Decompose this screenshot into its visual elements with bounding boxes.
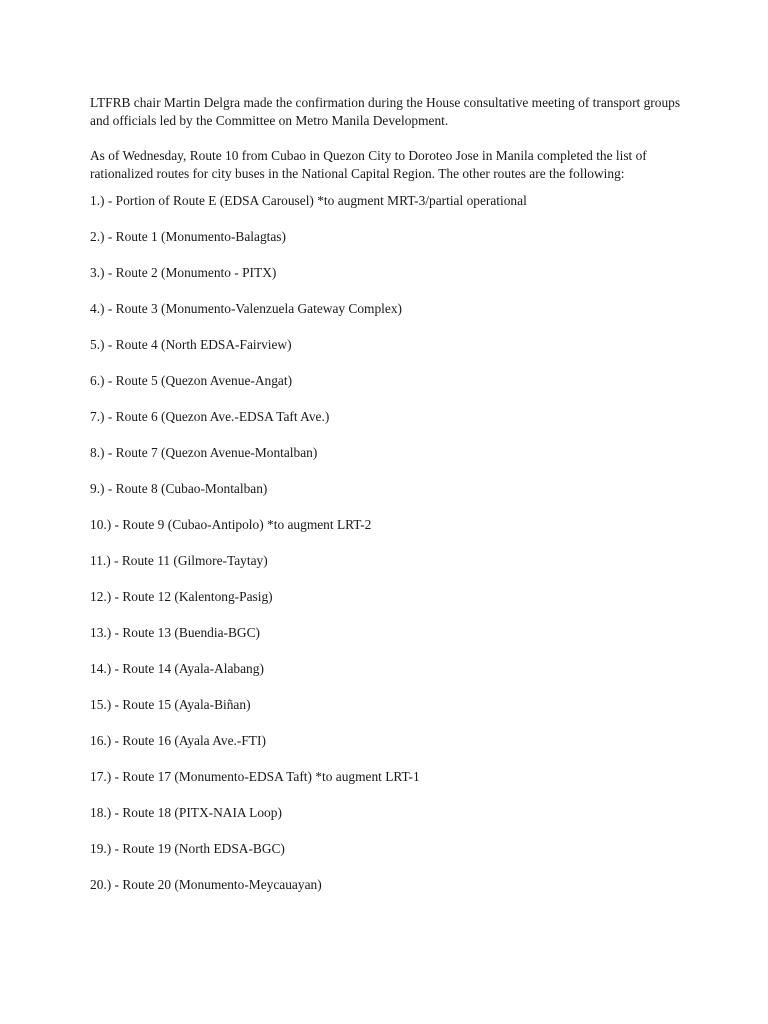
route-item-8: 8.) - Route 7 (Quezon Avenue-Montalban) — [90, 445, 318, 460]
route-item-2: 2.) - Route 1 (Monumento-Balagtas) — [90, 229, 286, 244]
route-item-7: 7.) - Route 6 (Quezon Ave.-EDSA Taft Ave.) — [90, 409, 330, 424]
route-item-3: 3.) - Route 2 (Monumento - PITX) — [90, 265, 277, 280]
route-item-1: 1.) - Portion of Route E (EDSA Carousel) *to augment MRT-3/partial operational — [90, 193, 527, 208]
route-item-6: 6.) - Route 5 (Quezon Avenue-Angat) — [90, 373, 293, 388]
routes-intro-paragraph: As of Wednesday, Route 10 from Cubao in Quezon City to Doroteo Jose in Manila completed the list of rationalized routes for city buses in the National Capital Region. The other routes are the following: — [90, 148, 647, 181]
route-item-18: 18.) - Route 18 (PITX-NAIA Loop) — [90, 805, 282, 820]
route-item-9: 9.) - Route 8 (Cubao-Montalban) — [90, 481, 268, 496]
document-page — [90, 94, 690, 912]
route-item-10: 10.) - Route 9 (Cubao-Antipolo) *to augment LRT-2 — [90, 517, 372, 532]
route-item-4: 4.) - Route 3 (Monumento-Valenzuela Gateway Complex) — [90, 301, 402, 316]
route-item-20: 20.) - Route 20 (Monumento-Meycauayan) — [90, 877, 322, 892]
route-item-16: 16.) - Route 16 (Ayala Ave.-FTI) — [90, 733, 266, 748]
route-item-17: 17.) - Route 17 (Monumento-EDSA Taft) *to augment LRT-1 — [90, 769, 420, 784]
route-item-15: 15.) - Route 15 (Ayala-Biñan) — [90, 697, 251, 712]
route-item-19: 19.) - Route 19 (North EDSA-BGC) — [90, 841, 285, 856]
route-item-13: 13.) - Route 13 (Buendia-BGC) — [90, 625, 260, 640]
route-item-5: 5.) - Route 4 (North EDSA-Fairview) — [90, 337, 292, 352]
route-item-12: 12.) - Route 12 (Kalentong-Pasig) — [90, 589, 273, 604]
route-item-11: 11.) - Route 11 (Gilmore-Taytay) — [90, 553, 268, 568]
route-item-14: 14.) - Route 14 (Ayala-Alabang) — [90, 661, 264, 676]
intro-paragraph: LTFRB chair Martin Delgra made the confirmation during the House consultative meeting of transport groups and officials led by the Committee on Metro Manila Development. — [90, 95, 681, 128]
routes-list — [90, 192, 690, 912]
